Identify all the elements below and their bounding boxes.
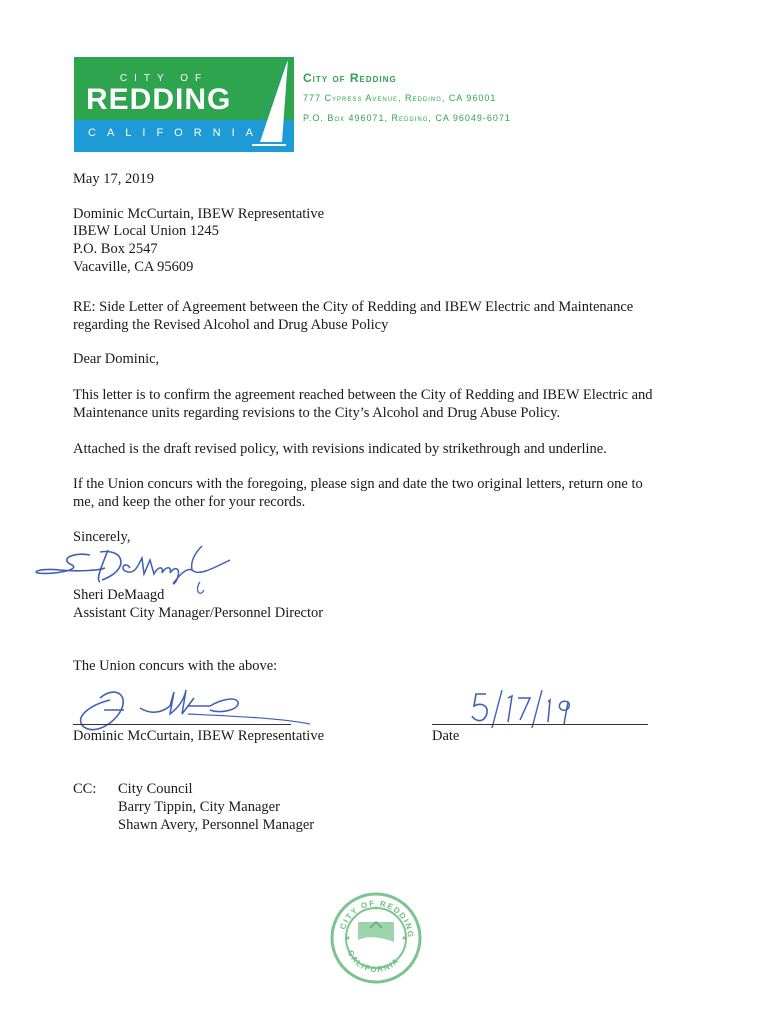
logo-california: CALIFORNIA bbox=[88, 127, 265, 139]
handwritten-date bbox=[470, 688, 580, 732]
city-seal-icon bbox=[330, 892, 422, 984]
union-signature-line bbox=[73, 724, 291, 725]
body-p1-line-1: This letter is to confirm the agreement reached between the City of Redding and IBEW Electric and bbox=[73, 387, 653, 403]
cc-label: CC: bbox=[73, 781, 97, 797]
svg-text:CALIFORNIA: CALIFORNIA bbox=[345, 948, 402, 975]
re-line-1: RE: Side Letter of Agreement between the City of Redding and IBEW Electric and Maintenance bbox=[73, 299, 634, 315]
union-concurs: The Union concurs with the above: bbox=[73, 658, 278, 674]
recipient-line-4: Vacaville, CA 95609 bbox=[73, 259, 194, 275]
letterhead-address-1: 777 Cypress Avenue, Redding, CA 96001 bbox=[303, 93, 497, 103]
recipient-line-3: P.O. Box 2547 bbox=[73, 241, 158, 257]
svg-text:CITY OF REDDING: CITY OF REDDING bbox=[338, 898, 416, 939]
closing: Sincerely, bbox=[73, 529, 131, 545]
body-p2: Attached is the draft revised policy, with revisions indicated by strikethrough and underline. bbox=[73, 441, 607, 457]
union-signer: Dominic McCurtain, IBEW Representative bbox=[73, 728, 325, 744]
cc-item: City Council bbox=[118, 781, 193, 797]
logo-city-of: CITY OF bbox=[119, 73, 209, 84]
logo-redding: REDDING bbox=[86, 83, 232, 116]
cc-item: Barry Tippin, City Manager bbox=[118, 799, 280, 815]
letterhead-org: City of Redding bbox=[303, 71, 397, 85]
recipient-line-2: IBEW Local Union 1245 bbox=[73, 223, 219, 239]
letterhead-address-2: P.O. Box 496071, Redding, CA 96049-6071 bbox=[303, 113, 511, 123]
recipient-line-1: Dominic McCurtain, IBEW Representative bbox=[73, 206, 325, 222]
signer-name: Sheri DeMaagd bbox=[73, 587, 165, 603]
body-p3-line-2: me, and keep the other for your records. bbox=[73, 494, 306, 510]
signer-title: Assistant City Manager/Personnel Director bbox=[73, 605, 324, 621]
re-line-2: regarding the Revised Alcohol and Drug Abuse Policy bbox=[73, 317, 389, 333]
salutation: Dear Dominic, bbox=[73, 351, 160, 367]
date-label: Date bbox=[432, 728, 460, 744]
city-logo bbox=[74, 57, 294, 152]
body-p1-line-2: Maintenance units regarding revisions to the City’s Alcohol and Drug Abuse Policy. bbox=[73, 405, 561, 421]
sundial-bridge-icon bbox=[252, 57, 294, 152]
cc-item: Shawn Avery, Personnel Manager bbox=[118, 817, 315, 833]
letter-date: May 17, 2019 bbox=[73, 171, 154, 187]
date-signature-line bbox=[432, 724, 648, 725]
body-p3-line-1: If the Union concurs with the foregoing, please sign and date the two original letters, return one to bbox=[73, 476, 643, 492]
